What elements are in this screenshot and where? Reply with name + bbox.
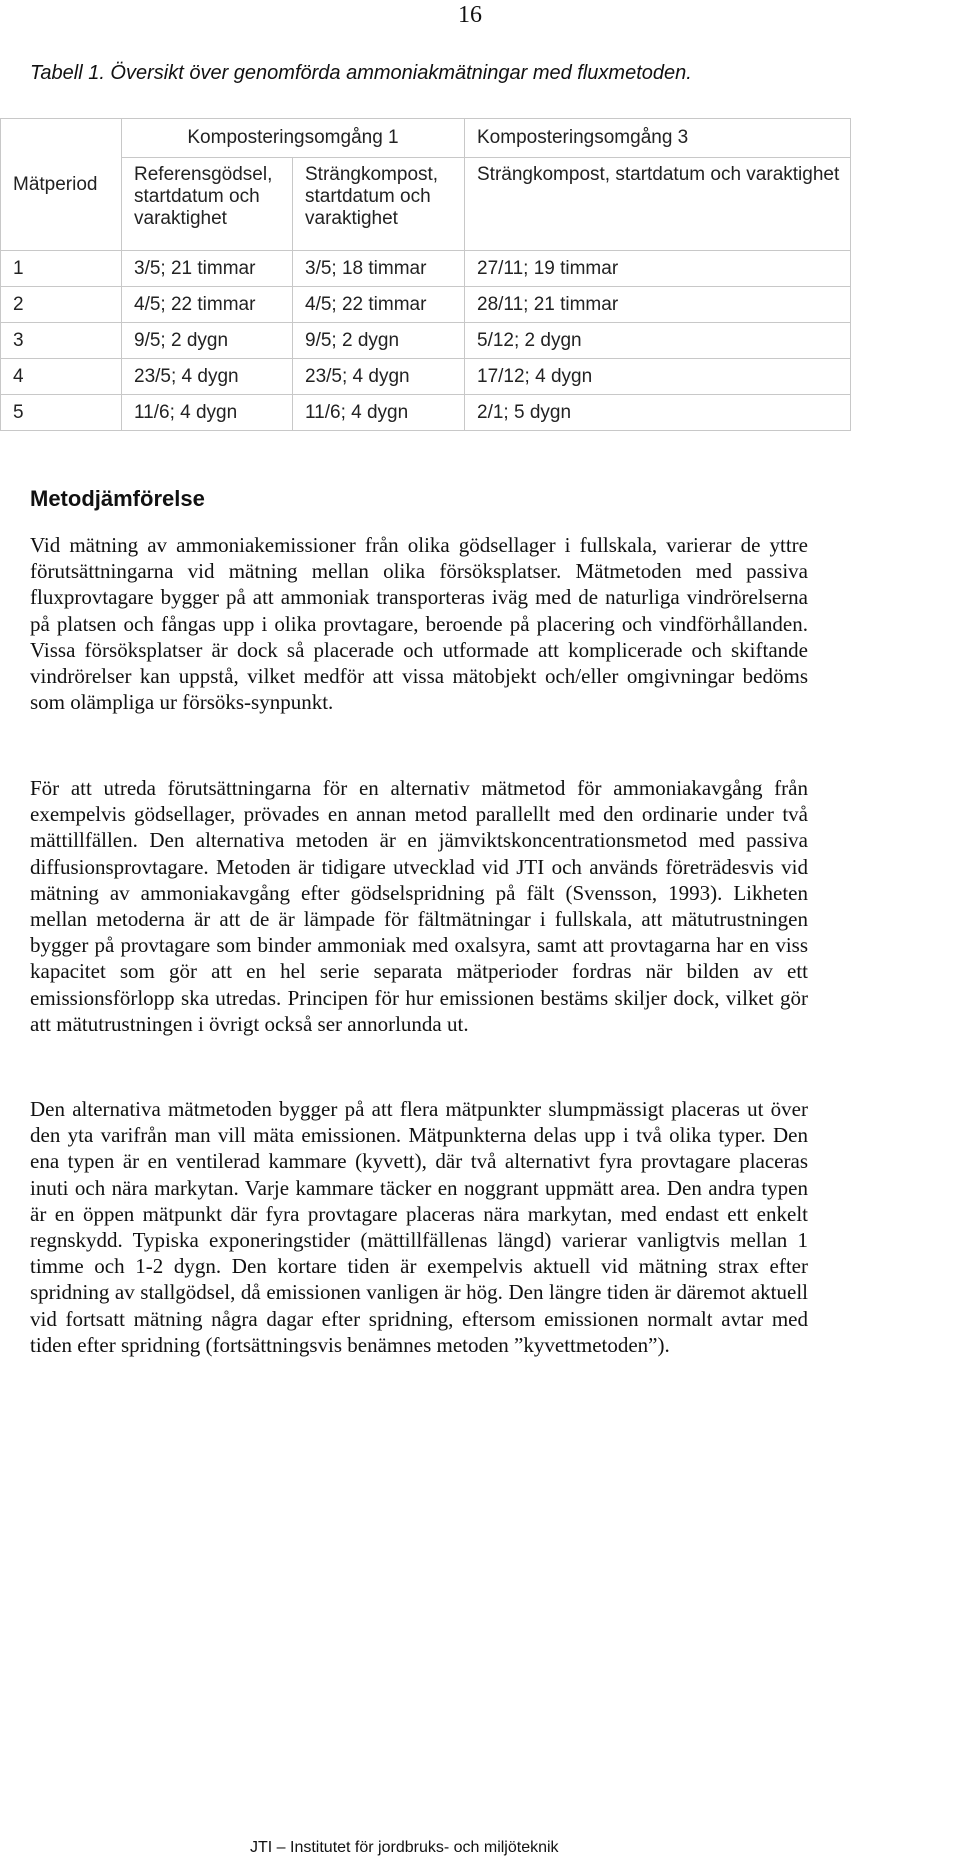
body-paragraph: Vid mätning av ammoniakemissioner från olika gödsellager i fullskala, varierar de yttre förutsättningarna vid mätning mellan olika försöksplatser. Mätmetoden med passiva fluxprovtagare bygger på att ammoniak transporteras iväg med de naturliga vindrörelserna på platsen och fångas upp i olika provtagare, beroende på placering och vindförhållanden. Vissa försöksplatser är dock så placerade och utformade att komplicerade och skiftande vindrörelser kan uppstå, vilket medför att vissa mätobjekt och/eller omgivningar bedöms som olämpliga ur försöks-synpunkt. [30, 533, 808, 715]
cell-reference: 4/5; 22 timmar [122, 287, 293, 323]
cell-period: 5 [1, 395, 122, 431]
cell-period: 4 [1, 359, 122, 395]
cell-windrow-3: 28/11; 21 timmar [465, 287, 851, 323]
cell-windrow-3: 2/1; 5 dygn [465, 395, 851, 431]
table-row [1, 359, 851, 395]
cell-reference: 23/5; 4 dygn [122, 359, 293, 395]
table-row [1, 251, 851, 287]
section-title: Metodjämförelse [30, 486, 205, 511]
table-row [1, 395, 851, 431]
header-period: Mätperiod [1, 119, 122, 251]
subheader-windrow-1: Strängkompost, startdatum och varaktighet [293, 158, 465, 251]
cell-windrow-1: 11/6; 4 dygn [293, 395, 465, 431]
table-row [1, 323, 851, 359]
body-paragraph: Den alternativa mätmetoden bygger på att flera mätpunkter slumpmässigt placeras ut över den yta varifrån man vill mäta emissionen. Mätpunkterna delas upp i två olika typer. Den ena typen är en ventilerad kammare (kyvett), där två alternativt fyra provtagare placeras inuti och nära markytan. Varje kammare täcker en noggrant uppmätt area. Den andra typen är en öppen mätpunkt där fyra provtagare placeras nära markytan, med endast ett enkelt regnskydd. Typiska exponeringstider (mättillfällenas längd) varierar vanligtvis mellan 1 timme och 1-2 dygn. Den kortare tiden är exempelvis aktuell vid mätning strax efter spridning av stallgödsel, då emissionen vanligen är hög. Den längre tiden är däremot aktuell vid fortsatt mätning några dagar efter spridning, eftersom emissionen normalt avtar med tiden efter spridning (fortsättningsvis benämnes metoden ”kyvettmetoden”). [30, 1097, 808, 1357]
cell-windrow-1: 9/5; 2 dygn [293, 323, 465, 359]
measurement-table [0, 118, 851, 431]
cell-windrow-1: 4/5; 22 timmar [293, 287, 465, 323]
cell-reference: 3/5; 21 timmar [122, 251, 293, 287]
table-header-row [1, 119, 851, 158]
page-number: 16 [458, 2, 482, 28]
cell-windrow-1: 23/5; 4 dygn [293, 359, 465, 395]
table-subheader-row [1, 158, 851, 251]
cell-reference: 9/5; 2 dygn [122, 323, 293, 359]
cell-windrow-3: 27/11; 19 timmar [465, 251, 851, 287]
subheader-windrow-3: Strängkompost, startdatum och varaktighet [465, 158, 851, 251]
cell-windrow-1: 3/5; 18 timmar [293, 251, 465, 287]
table-caption: Tabell 1. Översikt över genomförda ammoniakmätningar med fluxmetoden. [30, 62, 692, 84]
subheader-reference: Referensgödsel, startdatum och varaktighet [122, 158, 293, 251]
cell-period: 1 [1, 251, 122, 287]
cell-windrow-3: 17/12; 4 dygn [465, 359, 851, 395]
cell-windrow-3: 5/12; 2 dygn [465, 323, 851, 359]
table-row [1, 287, 851, 323]
header-round-1: Komposteringsomgång 1 [122, 119, 465, 158]
body-paragraph: För att utreda förutsättningarna för en alternativ mätmetod för ammoniakavgång från exempelvis gödsellager, prövades en annan metod parallellt med den ordinarie under två mättillfällen. Den alternativa metoden är en jämviktskoncentrationsmetod med passiva diffusionsprovtagare. Metoden är tidigare utvecklad vid JTI och används företrädesvis vid mätning av ammoniakavgång efter gödselspridning på fält (Svensson, 1993). Likheten mellan metoderna är att de är lämpade för fältmätningar i fullskala, att mätutrustningen bygger på provtagare som binder ammoniak med oxalsyra, samt att provtagarna har en viss kapacitet som gör att en hel serie separata mätperioder fordras när bilden av ett emissionsförlopp ska utredas. Principen för hur emissionen bestäms skiljer dock, vilket gör att mätutrustningen i övrigt också ser annorlunda ut. [30, 776, 808, 1036]
cell-reference: 11/6; 4 dygn [122, 395, 293, 431]
header-round-3: Komposteringsomgång 3 [465, 119, 851, 158]
page-footer: JTI – Institutet för jordbruks- och miljöteknik [250, 1839, 559, 1856]
cell-period: 3 [1, 323, 122, 359]
cell-period: 2 [1, 287, 122, 323]
